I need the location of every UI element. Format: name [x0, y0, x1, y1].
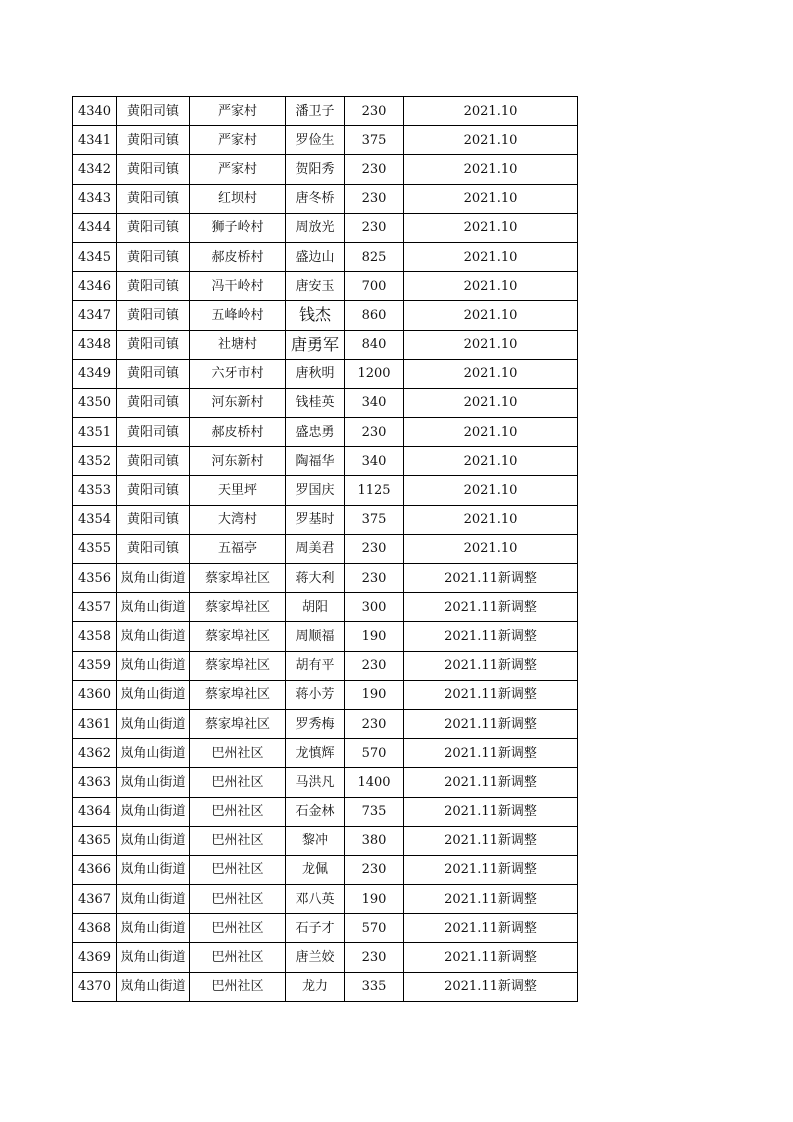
table-row — [73, 972, 578, 1001]
table-row — [73, 768, 578, 797]
cell-town: 黄阳司镇 — [117, 184, 190, 213]
table-row — [73, 388, 578, 417]
cell-town: 黄阳司镇 — [117, 476, 190, 505]
table-row — [73, 622, 578, 651]
cell-id: 4353 — [73, 476, 117, 505]
cell-id: 4359 — [73, 651, 117, 680]
cell-amount: 840 — [345, 330, 404, 359]
cell-town: 黄阳司镇 — [117, 126, 190, 155]
cell-village: 巴州社区 — [190, 855, 286, 884]
cell-name: 贺阳秀 — [286, 155, 345, 184]
cell-village: 蔡家埠社区 — [190, 564, 286, 593]
cell-date: 2021.11新调整 — [404, 680, 578, 709]
cell-name: 周美君 — [286, 534, 345, 563]
table-row — [73, 184, 578, 213]
cell-date: 2021.10 — [404, 213, 578, 242]
cell-village: 巴州社区 — [190, 768, 286, 797]
cell-name: 潘卫子 — [286, 97, 345, 126]
cell-amount: 230 — [345, 418, 404, 447]
cell-amount: 230 — [345, 709, 404, 738]
table-row — [73, 534, 578, 563]
cell-name: 唐秋明 — [286, 359, 345, 388]
cell-name: 石金林 — [286, 797, 345, 826]
cell-date: 2021.11新调整 — [404, 651, 578, 680]
cell-town: 岚角山街道 — [117, 768, 190, 797]
cell-date: 2021.11新调整 — [404, 885, 578, 914]
cell-id: 4354 — [73, 505, 117, 534]
table-row — [73, 447, 578, 476]
records-table-body — [73, 97, 578, 1002]
cell-amount: 570 — [345, 739, 404, 768]
cell-name: 盛边山 — [286, 242, 345, 271]
cell-date: 2021.10 — [404, 505, 578, 534]
cell-date: 2021.11新调整 — [404, 709, 578, 738]
cell-village: 严家村 — [190, 126, 286, 155]
cell-village: 六牙市村 — [190, 359, 286, 388]
cell-name: 蒋小芳 — [286, 680, 345, 709]
cell-id: 4365 — [73, 826, 117, 855]
cell-amount: 570 — [345, 914, 404, 943]
cell-id: 4368 — [73, 914, 117, 943]
cell-id: 4341 — [73, 126, 117, 155]
cell-village: 蔡家埠社区 — [190, 593, 286, 622]
cell-town: 黄阳司镇 — [117, 447, 190, 476]
cell-id: 4364 — [73, 797, 117, 826]
cell-amount: 375 — [345, 126, 404, 155]
cell-name: 唐勇军 — [286, 330, 345, 359]
cell-town: 黄阳司镇 — [117, 301, 190, 330]
cell-town: 岚角山街道 — [117, 885, 190, 914]
table-row — [73, 330, 578, 359]
cell-amount: 190 — [345, 680, 404, 709]
table-row — [73, 855, 578, 884]
cell-id: 4369 — [73, 943, 117, 972]
cell-village: 郝皮桥村 — [190, 242, 286, 271]
cell-name: 钱杰 — [286, 301, 345, 330]
cell-amount: 230 — [345, 943, 404, 972]
cell-name: 龙慎辉 — [286, 739, 345, 768]
cell-village: 五峰岭村 — [190, 301, 286, 330]
cell-village: 巴州社区 — [190, 826, 286, 855]
cell-village: 巴州社区 — [190, 885, 286, 914]
cell-town: 黄阳司镇 — [117, 213, 190, 242]
cell-town: 黄阳司镇 — [117, 388, 190, 417]
cell-date: 2021.11新调整 — [404, 622, 578, 651]
cell-id: 4356 — [73, 564, 117, 593]
cell-id: 4352 — [73, 447, 117, 476]
table-row — [73, 359, 578, 388]
cell-id: 4362 — [73, 739, 117, 768]
cell-village: 蔡家埠社区 — [190, 680, 286, 709]
cell-id: 4342 — [73, 155, 117, 184]
cell-id: 4351 — [73, 418, 117, 447]
cell-town: 黄阳司镇 — [117, 505, 190, 534]
cell-name: 马洪凡 — [286, 768, 345, 797]
cell-town: 黄阳司镇 — [117, 330, 190, 359]
cell-amount: 230 — [345, 564, 404, 593]
cell-town: 黄阳司镇 — [117, 155, 190, 184]
cell-amount: 1400 — [345, 768, 404, 797]
cell-name: 黎冲 — [286, 826, 345, 855]
cell-town: 岚角山街道 — [117, 855, 190, 884]
cell-date: 2021.11新调整 — [404, 826, 578, 855]
cell-village: 五福亭 — [190, 534, 286, 563]
cell-id: 4358 — [73, 622, 117, 651]
cell-name: 唐兰姣 — [286, 943, 345, 972]
cell-town: 黄阳司镇 — [117, 359, 190, 388]
cell-id: 4357 — [73, 593, 117, 622]
cell-amount: 1125 — [345, 476, 404, 505]
table-row — [73, 651, 578, 680]
cell-village: 巴州社区 — [190, 797, 286, 826]
cell-name: 唐安玉 — [286, 272, 345, 301]
cell-village: 巴州社区 — [190, 739, 286, 768]
cell-date: 2021.10 — [404, 301, 578, 330]
cell-village: 严家村 — [190, 155, 286, 184]
cell-village: 巴州社区 — [190, 972, 286, 1001]
cell-name: 罗国庆 — [286, 476, 345, 505]
table-row — [73, 97, 578, 126]
cell-name: 邓八英 — [286, 885, 345, 914]
cell-name: 钱桂英 — [286, 388, 345, 417]
cell-name: 龙佩 — [286, 855, 345, 884]
cell-id: 4344 — [73, 213, 117, 242]
cell-village: 大湾村 — [190, 505, 286, 534]
table-row — [73, 797, 578, 826]
cell-amount: 340 — [345, 388, 404, 417]
cell-date: 2021.10 — [404, 184, 578, 213]
cell-id: 4345 — [73, 242, 117, 271]
cell-amount: 375 — [345, 505, 404, 534]
cell-id: 4347 — [73, 301, 117, 330]
cell-date: 2021.10 — [404, 97, 578, 126]
cell-village: 蔡家埠社区 — [190, 709, 286, 738]
cell-date: 2021.11新调整 — [404, 972, 578, 1001]
cell-amount: 300 — [345, 593, 404, 622]
cell-amount: 230 — [345, 534, 404, 563]
cell-name: 盛忠勇 — [286, 418, 345, 447]
cell-amount: 700 — [345, 272, 404, 301]
cell-town: 岚角山街道 — [117, 680, 190, 709]
cell-town: 岚角山街道 — [117, 797, 190, 826]
table-row — [73, 418, 578, 447]
cell-town: 岚角山街道 — [117, 826, 190, 855]
cell-id: 4361 — [73, 709, 117, 738]
table-row — [73, 242, 578, 271]
cell-town: 黄阳司镇 — [117, 97, 190, 126]
cell-id: 4367 — [73, 885, 117, 914]
cell-name: 罗秀梅 — [286, 709, 345, 738]
cell-village: 蔡家埠社区 — [190, 651, 286, 680]
cell-date: 2021.10 — [404, 359, 578, 388]
cell-id: 4350 — [73, 388, 117, 417]
cell-amount: 335 — [345, 972, 404, 1001]
cell-village: 郝皮桥村 — [190, 418, 286, 447]
cell-date: 2021.11新调整 — [404, 593, 578, 622]
cell-id: 4340 — [73, 97, 117, 126]
cell-town: 岚角山街道 — [117, 622, 190, 651]
cell-date: 2021.11新调整 — [404, 855, 578, 884]
cell-amount: 340 — [345, 447, 404, 476]
table-row — [73, 914, 578, 943]
cell-id: 4360 — [73, 680, 117, 709]
table-row — [73, 709, 578, 738]
cell-date: 2021.10 — [404, 534, 578, 563]
cell-amount: 230 — [345, 213, 404, 242]
cell-town: 岚角山街道 — [117, 709, 190, 738]
cell-date: 2021.10 — [404, 272, 578, 301]
cell-village: 狮子岭村 — [190, 213, 286, 242]
cell-id: 4349 — [73, 359, 117, 388]
table-row — [73, 826, 578, 855]
cell-village: 社塘村 — [190, 330, 286, 359]
cell-amount: 230 — [345, 855, 404, 884]
cell-village: 天里坪 — [190, 476, 286, 505]
cell-id: 4346 — [73, 272, 117, 301]
table-row — [73, 505, 578, 534]
cell-town: 岚角山街道 — [117, 739, 190, 768]
cell-id: 4348 — [73, 330, 117, 359]
cell-id: 4363 — [73, 768, 117, 797]
cell-name: 周顺福 — [286, 622, 345, 651]
cell-name: 龙力 — [286, 972, 345, 1001]
cell-id: 4343 — [73, 184, 117, 213]
cell-name: 胡有平 — [286, 651, 345, 680]
cell-date: 2021.10 — [404, 388, 578, 417]
cell-town: 黄阳司镇 — [117, 272, 190, 301]
cell-date: 2021.10 — [404, 447, 578, 476]
table-row — [73, 564, 578, 593]
cell-id: 4355 — [73, 534, 117, 563]
table-row — [73, 739, 578, 768]
table-row — [73, 126, 578, 155]
cell-town: 岚角山街道 — [117, 651, 190, 680]
cell-name: 唐冬桥 — [286, 184, 345, 213]
cell-amount: 860 — [345, 301, 404, 330]
cell-town: 黄阳司镇 — [117, 242, 190, 271]
cell-amount: 230 — [345, 651, 404, 680]
cell-village: 巴州社区 — [190, 914, 286, 943]
records-table — [72, 96, 578, 1002]
cell-village: 蔡家埠社区 — [190, 622, 286, 651]
cell-town: 岚角山街道 — [117, 564, 190, 593]
cell-village: 巴州社区 — [190, 943, 286, 972]
cell-name: 罗俭生 — [286, 126, 345, 155]
cell-village: 河东新村 — [190, 388, 286, 417]
table-row — [73, 476, 578, 505]
cell-amount: 825 — [345, 242, 404, 271]
cell-village: 河东新村 — [190, 447, 286, 476]
cell-town: 黄阳司镇 — [117, 534, 190, 563]
table-row — [73, 680, 578, 709]
cell-amount: 190 — [345, 885, 404, 914]
cell-name: 蒋大利 — [286, 564, 345, 593]
cell-date: 2021.10 — [404, 126, 578, 155]
cell-town: 岚角山街道 — [117, 943, 190, 972]
cell-name: 罗基时 — [286, 505, 345, 534]
cell-amount: 230 — [345, 155, 404, 184]
cell-date: 2021.11新调整 — [404, 943, 578, 972]
table-row — [73, 943, 578, 972]
cell-town: 岚角山街道 — [117, 914, 190, 943]
table-row — [73, 885, 578, 914]
cell-date: 2021.11新调整 — [404, 797, 578, 826]
cell-date: 2021.11新调整 — [404, 768, 578, 797]
table-row — [73, 213, 578, 242]
table-row — [73, 301, 578, 330]
cell-date: 2021.10 — [404, 418, 578, 447]
cell-amount: 735 — [345, 797, 404, 826]
cell-date: 2021.10 — [404, 155, 578, 184]
cell-village: 冯干岭村 — [190, 272, 286, 301]
cell-town: 岚角山街道 — [117, 593, 190, 622]
table-row — [73, 155, 578, 184]
table-row — [73, 593, 578, 622]
cell-name: 周放光 — [286, 213, 345, 242]
table-row — [73, 272, 578, 301]
cell-amount: 1200 — [345, 359, 404, 388]
cell-amount: 380 — [345, 826, 404, 855]
cell-name: 陶福华 — [286, 447, 345, 476]
cell-id: 4366 — [73, 855, 117, 884]
cell-village: 红坝村 — [190, 184, 286, 213]
cell-town: 黄阳司镇 — [117, 418, 190, 447]
cell-date: 2021.10 — [404, 476, 578, 505]
cell-id: 4370 — [73, 972, 117, 1001]
cell-date: 2021.11新调整 — [404, 914, 578, 943]
cell-date: 2021.11新调整 — [404, 564, 578, 593]
cell-date: 2021.10 — [404, 330, 578, 359]
cell-amount: 230 — [345, 184, 404, 213]
cell-name: 胡阳 — [286, 593, 345, 622]
cell-village: 严家村 — [190, 97, 286, 126]
cell-date: 2021.10 — [404, 242, 578, 271]
cell-town: 岚角山街道 — [117, 972, 190, 1001]
cell-date: 2021.11新调整 — [404, 739, 578, 768]
cell-amount: 190 — [345, 622, 404, 651]
cell-name: 石子才 — [286, 914, 345, 943]
cell-amount: 230 — [345, 97, 404, 126]
